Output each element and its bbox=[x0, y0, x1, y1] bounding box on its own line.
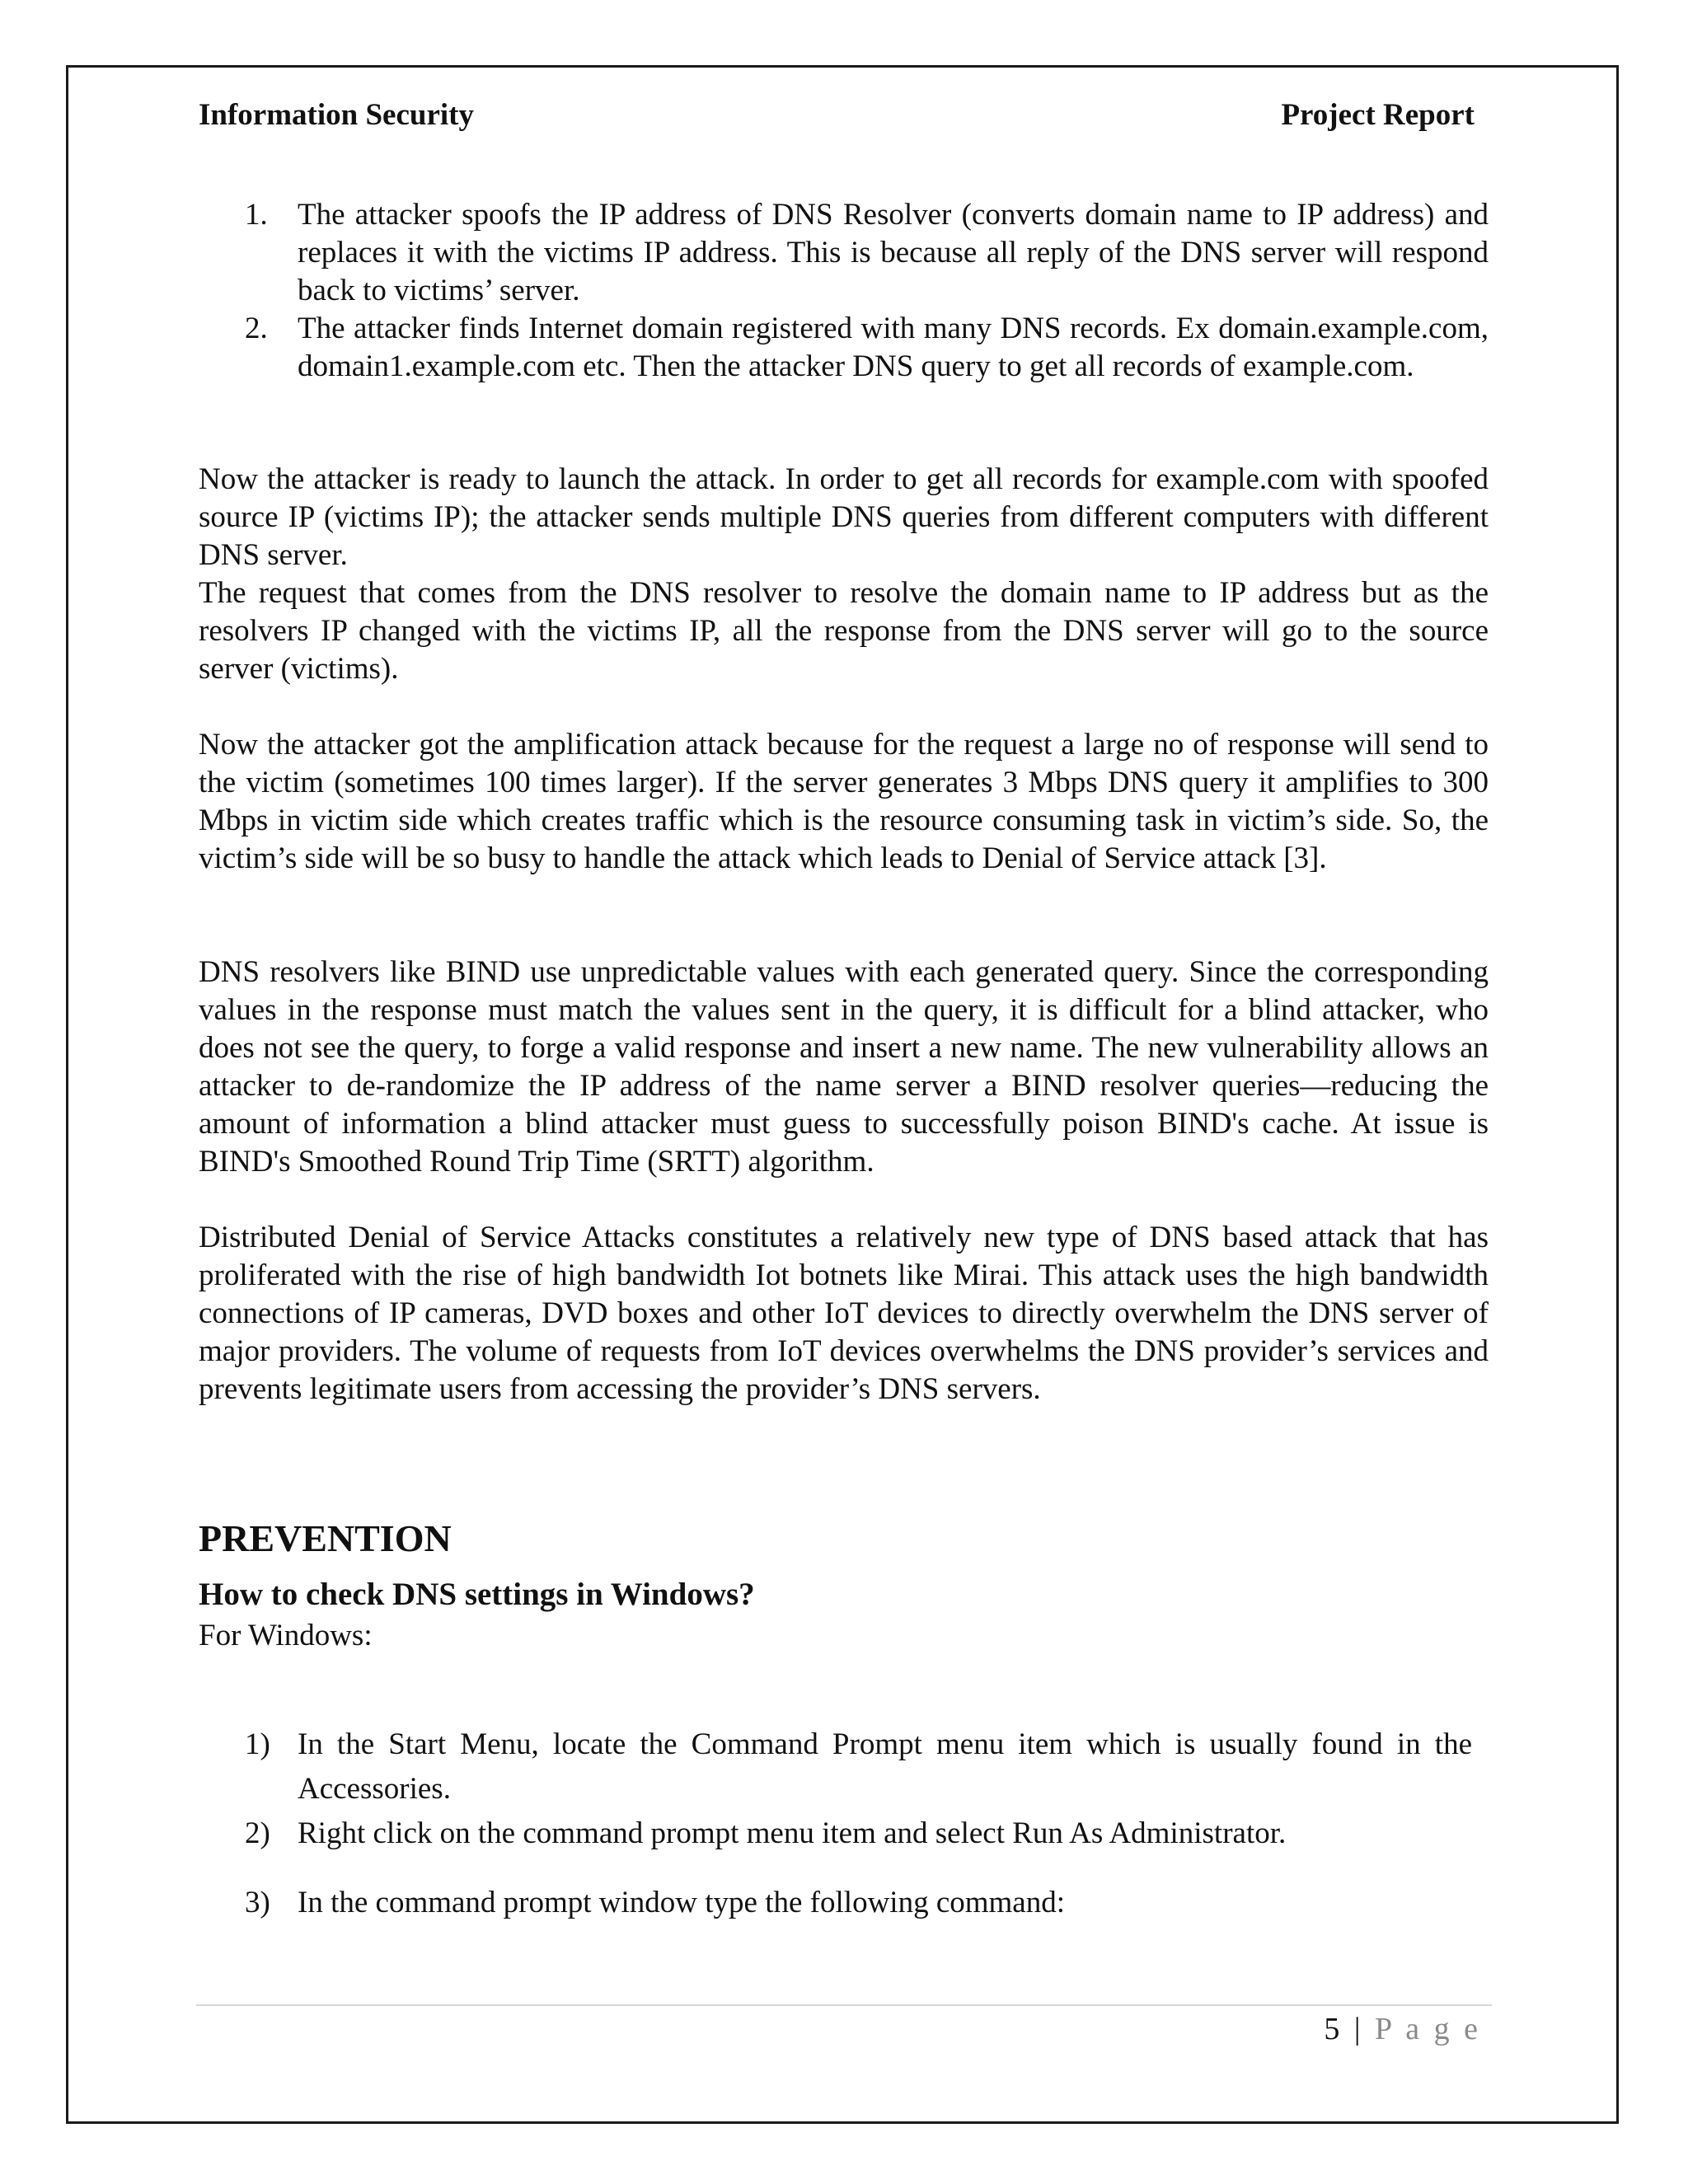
list-item-text: Right click on the command prompt menu item and select Run As Administrator. bbox=[298, 1816, 1287, 1850]
list-item bbox=[199, 1881, 1472, 1925]
list-item-number: 2. bbox=[245, 312, 268, 345]
list-item bbox=[199, 310, 1489, 386]
list-item-number: 1. bbox=[245, 198, 268, 232]
list-item bbox=[199, 1811, 1472, 1856]
page-header bbox=[199, 97, 1475, 138]
list-item-text: The attacker finds Internet domain registered with many DNS records. Ex domain.example.com, domain1.example.com etc. Then the attacker DNS query to get all records of example.com. bbox=[298, 312, 1489, 383]
page-label: P a g e bbox=[1375, 2012, 1481, 2046]
for-windows-label: For Windows: bbox=[199, 1619, 373, 1652]
windows-steps-list bbox=[199, 1722, 1472, 1925]
list-item-number: 1) bbox=[245, 1727, 270, 1761]
list-item-text: In the Start Menu, locate the Command Prompt menu item which is usually found in the Accessories. bbox=[298, 1727, 1472, 1806]
list-item-text: The attacker spoofs the IP address of DNS Resolver (converts domain name to IP address) and replaces it with the victims IP address. This is because all reply of the DNS server will respond back to victims’ server. bbox=[298, 198, 1489, 307]
list-item-number: 3) bbox=[245, 1886, 270, 1919]
page-number: 5 bbox=[1324, 2012, 1343, 2046]
page-footer bbox=[1324, 2011, 1481, 2047]
subsection-title: How to check DNS settings in Windows? bbox=[199, 1577, 755, 1612]
footer-divider bbox=[196, 2004, 1492, 2006]
list-item bbox=[199, 196, 1489, 310]
section-title: PREVENTION bbox=[199, 1517, 452, 1559]
list-item bbox=[199, 1722, 1472, 1811]
list-item-number: 2) bbox=[245, 1816, 270, 1850]
page-separator: | bbox=[1353, 2012, 1364, 2046]
paragraph-launch-attack: Now the attacker is ready to launch the attack. In order to get all records for example.com with spoofed source IP (victims IP); the attacker sends multiple DNS queries from different computers with different DNS server. bbox=[199, 462, 1489, 572]
attack-steps-list bbox=[199, 196, 1489, 386]
list-item-text: In the command prompt window type the following command: bbox=[298, 1886, 1065, 1919]
paragraph-bind-resolvers: DNS resolvers like BIND use unpredictable values with each generated query. Since the corresponding values in the response must match the values sent in the query, it is difficult for a blind attacker, who does not see the query, to forge a valid response and insert a new name. The new vulnerability allows an attacker to de-randomize the IP address of the name server a BIND resolver queries—reducing the amount of information a blind attacker must guess to successfully poison BIND's cache. At issue is BIND's Smoothed Round Trip Time (SRTT) algorithm. bbox=[199, 955, 1489, 1179]
paragraph-resolver-request: The request that comes from the DNS resolver to resolve the domain name to IP address but as the resolvers IP changed with the victims IP, all the response from the DNS server will go to the source server (victims). bbox=[199, 576, 1489, 686]
header-course-title: Information Security bbox=[199, 98, 474, 132]
paragraph-ddos: Distributed Denial of Service Attacks constitutes a relatively new type of DNS based attack that has proliferated with the rise of high bandwidth Iot botnets like Mirai. This attack uses the high bandwidth connections of IP cameras, DVD boxes and other IoT devices to directly overwhelm the DNS server of major providers. The volume of requests from IoT devices overwhelms the DNS provider’s services and prevents legitimate users from accessing the provider’s DNS servers. bbox=[199, 1221, 1489, 1406]
header-report-title: Project Report bbox=[1281, 98, 1475, 132]
paragraph-amplification: Now the attacker got the amplification attack because for the request a large no of response will send to the victim (sometimes 100 times larger). If the server generates 3 Mbps DNS query it amplifies to 300 Mbps in victim side which creates traffic which is the resource consuming task in victim’s side. So, the victim’s side will be so busy to handle the attack which leads to Denial of Service attack [3]. bbox=[199, 728, 1489, 875]
